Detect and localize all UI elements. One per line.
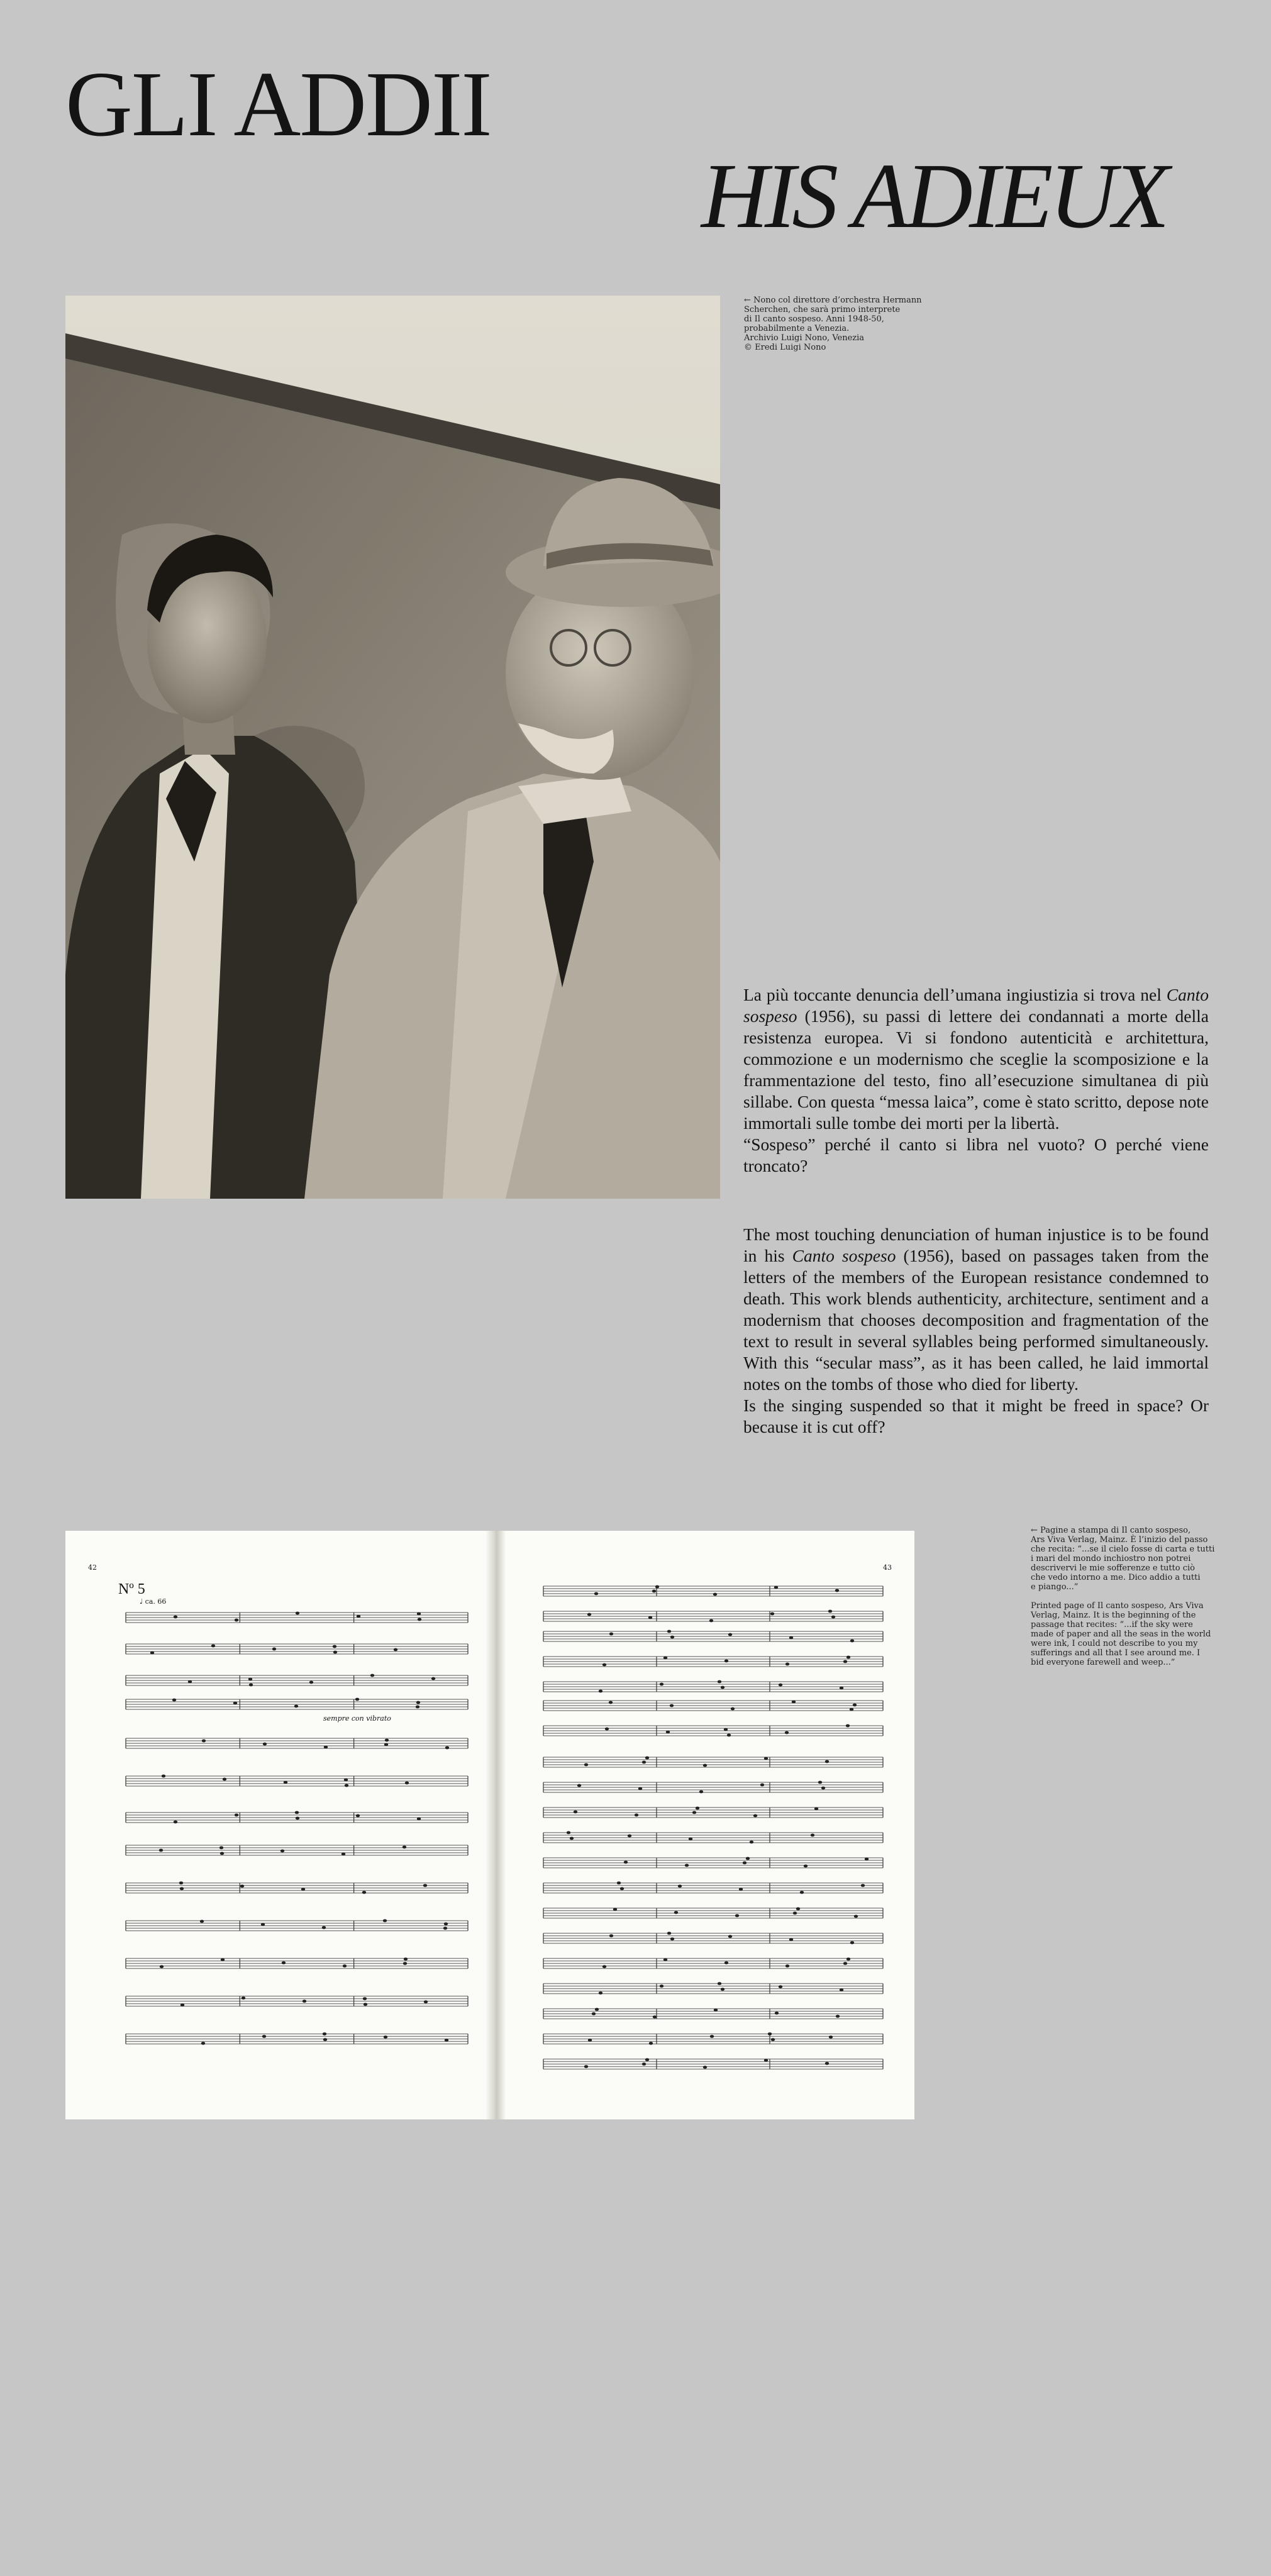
- score-staff: [126, 2033, 468, 2045]
- score-staff: [126, 1674, 468, 1687]
- score-staff: [543, 1781, 883, 1794]
- score-staff: [543, 1630, 883, 1643]
- photo-caption-text: ← Nono col direttore d’orchestra Hermann Scherchen, che sarà primo interprete di Il canto sospeso. Anni 1948-50, probabilmente a Venezia. Archivio Luigi Nono, Venezia © Eredi Luigi Nono: [744, 296, 922, 352]
- english-paragraph-2: Is the singing suspended so that it might be freed in space? Or because it is cut off?: [743, 1396, 1209, 1436]
- score-staff: [543, 1757, 883, 1767]
- score-staff: [126, 1882, 468, 1894]
- score-staff: [543, 1958, 883, 1968]
- score-caption: [1031, 1526, 1238, 1667]
- score-staff: [543, 1807, 883, 1818]
- score-staff: [126, 1644, 468, 1654]
- score-staff: [543, 1932, 883, 1945]
- score-staff: [543, 1882, 883, 1894]
- score-page-number-right: 43: [883, 1563, 892, 1572]
- score-staff: [126, 1775, 468, 1787]
- score-movement-number: Nº 5: [118, 1581, 145, 1597]
- score-staff: [543, 1982, 883, 1995]
- score-expression: sempre con vibrato: [323, 1714, 391, 1723]
- score-staff: [543, 2033, 883, 2045]
- score-staff: [126, 1919, 468, 1931]
- score-caption-english: Printed page of Il canto sospeso, Ars Viva Verlag, Mainz. It is the beginning of the passage that recites: “...if the sky were made of paper and all the seas in the world were ink, I could not describe to you my sufferings and all that I see around me. I bid everyone farewell and weep...”: [1031, 1601, 1211, 1667]
- score-staff: [126, 1958, 468, 1968]
- title-italian: GLI ADDII: [65, 53, 491, 156]
- score-staff: [543, 1831, 883, 1844]
- score-caption-italian: ← Pagine a stampa di Il canto sospeso, Ars Viva Verlag, Mainz. È l’inizio del passo che recita: “...se il cielo fosse di carta e tutti i mari del mondo inchiostro non potrei descrivervi le mie sofferenze e tutto ciò che vedo intorno a me. Dico addio a tutti e piango...”: [1031, 1526, 1215, 1592]
- score-staff: [543, 1724, 883, 1737]
- score-staff: [543, 1585, 883, 1596]
- score-tempo: ♩ ca. 66: [140, 1597, 167, 1606]
- score-staff: [543, 2008, 883, 2019]
- score-page-number-left: 42: [88, 1563, 97, 1572]
- body-text-english: [743, 1224, 1209, 1438]
- title-english: HIS ADIEUX: [701, 145, 1166, 248]
- score-staff: [543, 1701, 883, 1711]
- photo-illustration: [65, 296, 720, 1199]
- score-staff: [543, 1680, 883, 1693]
- score-book-fold: [486, 1531, 506, 2119]
- photo-caption: [744, 296, 933, 352]
- score-staff: [126, 1811, 468, 1824]
- score-staff: [126, 1845, 468, 1855]
- photo-nono-scherchen: [65, 296, 720, 1199]
- score-staff: [543, 1656, 883, 1667]
- score-staff: [126, 1698, 468, 1709]
- body-text-italian: [743, 984, 1209, 1177]
- italian-paragraph-1: La più toccante denuncia dell’umana ingiustizia si trova nel Canto sospeso (1956), su passi di lettere dei condannati a morte della resistenza europea. Vi si fondono autenticità e architettura, commozione e un modernismo che sceglie la scomposizione e la frammentazione del testo, fino all’esecuzione simultanea di più sillabe. Con questa “messa laica”, come è stato scritto, depose note immortali sulle tombe dei morti per la libertà.: [743, 985, 1209, 1133]
- score-staff: [543, 1907, 883, 1918]
- italian-paragraph-2: “Sospeso” perché il canto si libra nel vuoto? O perché viene troncato?: [743, 1135, 1209, 1175]
- score-staff: [126, 1996, 468, 2006]
- score-staff: [543, 2058, 883, 2069]
- score-staff: [126, 1612, 468, 1623]
- score-pages-image: [65, 1531, 914, 2119]
- score-staff: [126, 1738, 468, 1749]
- score-staff: [543, 1857, 883, 1868]
- english-paragraph-1: The most touching denunciation of human injustice is to be found in his Canto sospeso (1956), based on passages taken from the letters of the members of the European resistance condemned to death. This work blends authenticity, architecture, sentiment and a modernism that chooses decomposition and fragmentation of the text to result in several syllables being performed simultaneously. With this “secular mass”, as it has been called, he laid immortal notes on the tombs of those who died for liberty.: [743, 1224, 1209, 1394]
- score-staff: [543, 1610, 883, 1623]
